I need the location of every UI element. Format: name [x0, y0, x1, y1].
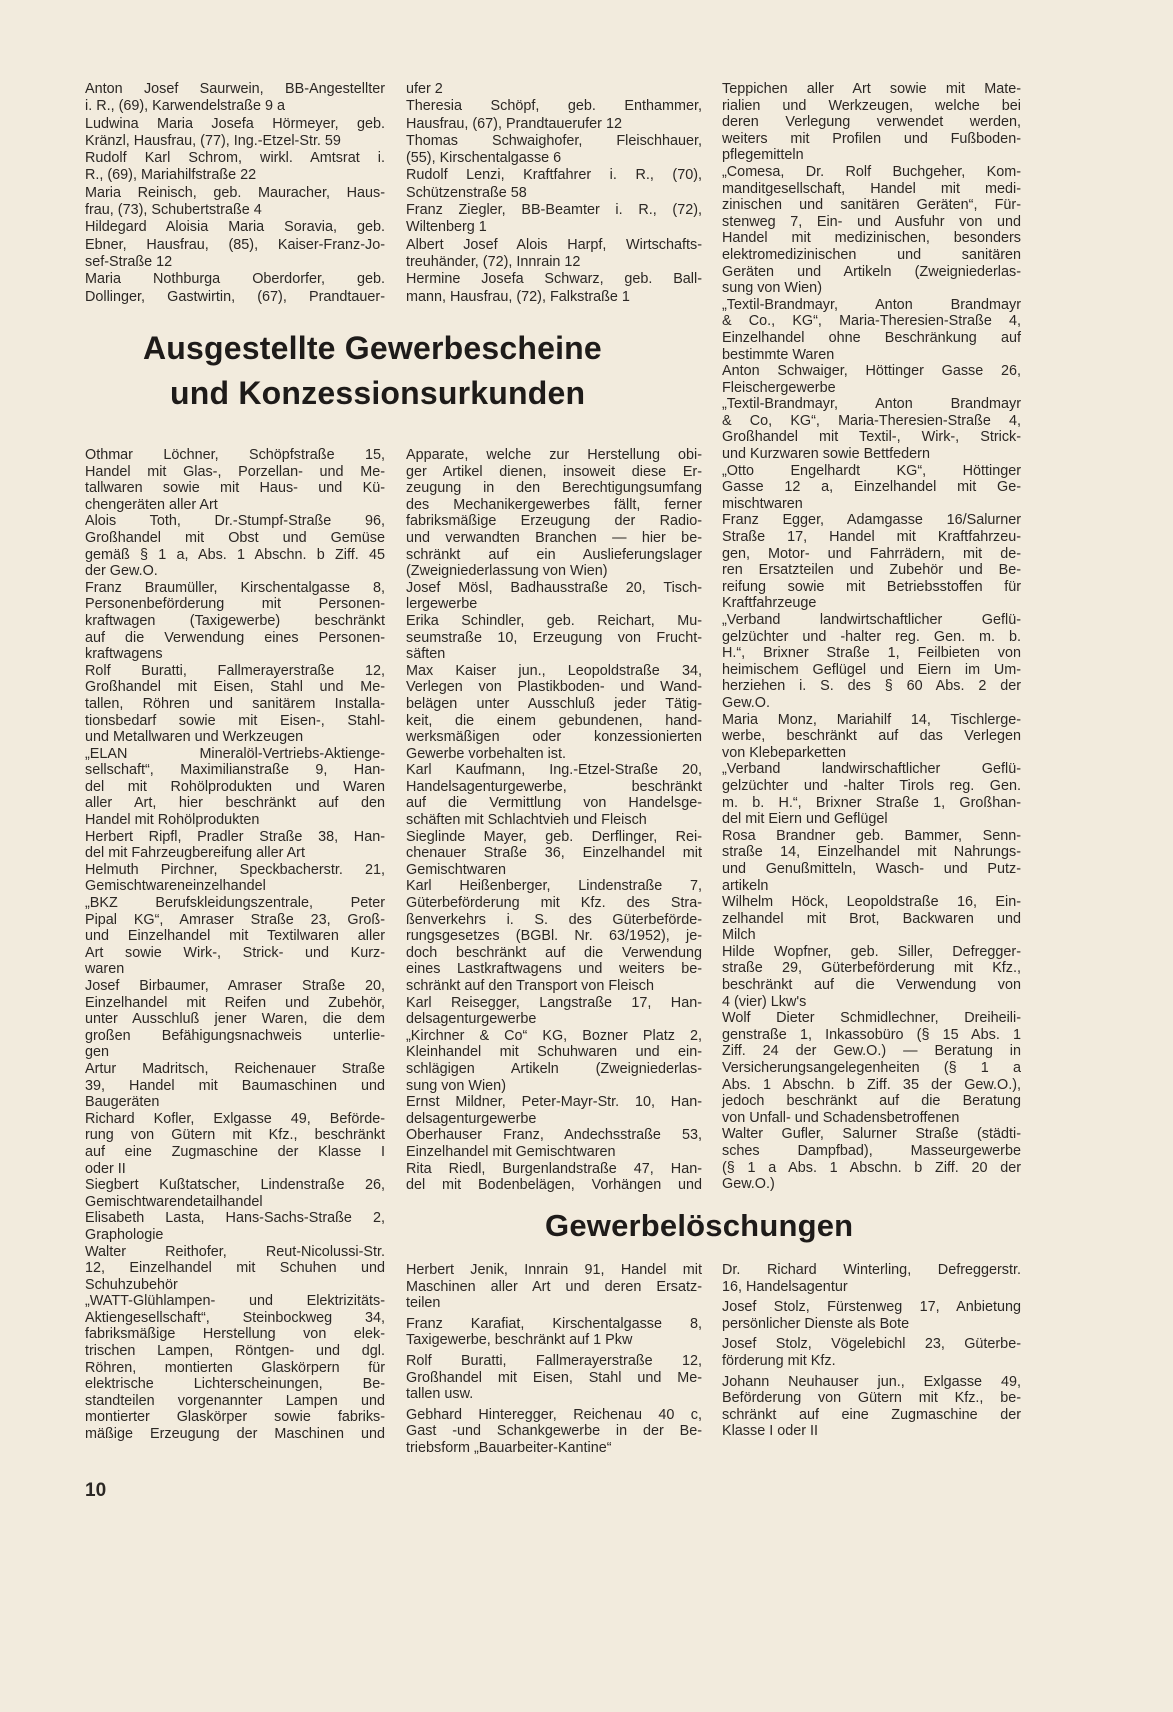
text-line: oder II: [85, 1160, 126, 1177]
list-entry: [406, 1353, 702, 1403]
issued-licenses-column-1: [85, 447, 385, 1443]
list-entry: [406, 447, 702, 580]
text-line: und Einzelhandel mit Textilwaren aller: [85, 928, 385, 945]
list-entry: [722, 396, 1021, 462]
list-entry: [85, 829, 385, 862]
text-line: 12, Einzelhandel mit Schuhen und: [85, 1260, 385, 1277]
text-line: Schützenstraße 58: [406, 184, 527, 201]
text-line: Güterbeförderung mit Kfz. des Stra-: [406, 895, 702, 912]
text-line: tallwaren sowie mit Haus- und Kü-: [85, 480, 385, 497]
list-entry: [85, 1111, 385, 1177]
text-line: ger Artikel dienen, insoweit diese Er-: [406, 463, 702, 480]
text-line: del mit Rohölprodukten und Waren: [85, 778, 385, 795]
text-line: schlägigen Artikeln (Zweigniederlas-: [406, 1060, 702, 1077]
text-line: bestimmte Waren: [722, 346, 835, 363]
text-line: Artur Madritsch, Reichenauer Straße: [85, 1060, 385, 1077]
text-line: „BKZ Berufskleidungszentrale, Peter: [85, 895, 385, 912]
text-line: sung von Wien): [722, 280, 822, 297]
text-line: sung von Wien): [406, 1077, 506, 1094]
list-entry: [722, 463, 1021, 513]
text-line: standteilen vorgenannter Lampen und: [85, 1392, 385, 1409]
list-entry: [406, 1262, 702, 1312]
list-entry: [406, 271, 702, 306]
list-entry: [85, 185, 385, 220]
text-line: Teppichen aller Art sowie mit Mate-: [722, 81, 1021, 97]
list-entry: [85, 513, 385, 579]
text-line: zinischen und sanitären Geräten“, Für-: [722, 197, 1021, 214]
text-line: förderung mit Kfz.: [722, 1352, 836, 1369]
list-entry: [722, 164, 1021, 297]
text-line: kraftwagen (Taxigewerbe) beschränkt: [85, 612, 385, 629]
text-line: ren Ersatzteilen und Zubehör und Be-: [722, 562, 1021, 579]
list-entry: [722, 1374, 1021, 1440]
text-line: und verwandten Branchen — hier be-: [406, 529, 702, 546]
list-entry: [85, 116, 385, 151]
text-line: Thomas Schwaighofer, Fleischhauer,: [406, 132, 702, 149]
text-line: „WATT-Glühlampen- und Elektrizitäts-: [85, 1293, 385, 1310]
text-line: Josef Birbaumer, Amraser Straße 20,: [85, 978, 385, 994]
text-line: Kränzl, Hausfrau, (77), Ing.-Etzel-Str. 59: [85, 132, 341, 149]
text-line: Franz Ziegler, BB-Beamter i. R., (72),: [406, 202, 702, 219]
text-line: Siegbert Kußtatscher, Lindenstraße 26,: [85, 1177, 385, 1194]
text-line: Wiltenberg 1: [406, 219, 487, 236]
text-line: Einzelhandel mit Gemischtwaren: [406, 1143, 616, 1160]
text-line: Graphologie: [85, 1226, 164, 1243]
text-line: Sieglinde Mayer, geb. Derflinger, Rei-: [406, 828, 702, 845]
text-line: Pipal KG“, Amraser Straße 23, Groß-: [85, 911, 385, 928]
text-line: „Kirchner & Co“ KG, Bozner Platz 2,: [406, 1027, 702, 1044]
text-line: Versicherungsangelegenheiten (§ 1 a: [722, 1060, 1021, 1077]
text-line: Handelsagenturgewerbe, beschränkt: [406, 778, 702, 795]
text-line: Helmuth Pirchner, Speckbacherstr. 21,: [85, 861, 385, 878]
list-entry: [85, 271, 385, 306]
text-line: delsagenturgewerbe: [406, 1011, 537, 1028]
text-line: seumstraße 10, Erzeugung von Frucht-: [406, 629, 702, 646]
text-line: Johann Neuhauser jun., Exlgasse 49,: [722, 1373, 1021, 1390]
list-entry: [722, 944, 1021, 1010]
section-heading-issued-line-1: Ausgestellte Gewerbescheine: [143, 330, 602, 366]
text-line: auf die Verwendung eines Personen-: [85, 629, 385, 646]
list-entry: [85, 895, 385, 978]
text-line: & Co, KG“, Maria-Theresien-Straße 4,: [722, 412, 1021, 429]
text-line: Karl Heißenberger, Lindenstraße 7,: [406, 878, 702, 895]
list-entry: [722, 828, 1021, 894]
list-entry: [722, 612, 1021, 712]
list-entry: [722, 1126, 1021, 1192]
list-entry: [722, 1262, 1021, 1295]
text-line: deren Verlegung verwendet werden,: [722, 114, 1021, 131]
text-line: genstraße 1, Inkassobüro (§ 15 Abs. 1: [722, 1026, 1021, 1043]
text-line: „Otto Engelhardt KG“, Höttinger: [722, 462, 1021, 479]
text-line: del mit Bodenbelägen, Vorhängen und: [406, 1177, 702, 1194]
text-line: delsagenturgewerbe: [406, 1110, 537, 1127]
text-line: i. R., (69), Karwendelstraße 9 a: [85, 98, 285, 115]
text-line: aller Art, hier beschränkt auf den: [85, 795, 385, 812]
text-line: rung von Gütern mit Kfz., beschränkt: [85, 1127, 385, 1144]
text-line: elektrische Lichterscheinungen, Be-: [85, 1376, 385, 1393]
text-line: Gewerbe vorbehalten ist.: [406, 745, 566, 762]
text-line: tionsbedarf sowie mit Eisen-, Stahl-: [85, 712, 385, 729]
list-entry: [85, 1061, 385, 1111]
text-line: Josef Stolz, Fürstenweg 17, Anbietung: [722, 1299, 1021, 1316]
text-line: Anton Schwaiger, Höttinger Gasse 26,: [722, 363, 1021, 380]
text-line: Anton Josef Saurwein, BB-Angestellter: [85, 81, 385, 97]
text-line: Hermine Josefa Schwarz, geb. Ball-: [406, 271, 702, 288]
text-line: belägen unter Ausschluß jeder Tätig-: [406, 695, 702, 712]
text-line: des Mechanikergewerbes fällt, ferner: [406, 496, 702, 513]
death-notices-column-2: [406, 81, 702, 306]
text-line: zelhandel mit Brot, Backwaren und: [722, 910, 1021, 927]
text-line: Geräten und Artikeln (Zweigniederlas-: [722, 263, 1021, 280]
text-line: „Verband landwirschaftlicher Geflü-: [722, 761, 1021, 778]
text-line: persönlicher Dienste als Bote: [722, 1315, 910, 1332]
text-line: Alois Toth, Dr.-Stumpf-Straße 96,: [85, 513, 385, 530]
list-entry: [406, 829, 702, 879]
text-line: Herbert Ripfl, Pradler Straße 38, Han-: [85, 828, 385, 845]
text-line: Beförderung von Gütern mit Kfz., be-: [722, 1390, 1021, 1407]
text-line: und Genußmitteln, Wasch- und Putz-: [722, 860, 1021, 877]
text-line: beschränkt auf die Verwendung von: [722, 977, 1021, 994]
text-line: Klasse I oder II: [722, 1423, 818, 1440]
text-line: ßenverkehrs i. S. des Güterbeförde-: [406, 911, 702, 928]
text-line: Taxigewerbe, beschränkt auf 1 Pkw: [406, 1332, 633, 1349]
text-line: großen Befähigungsnachweis unterlie-: [85, 1027, 385, 1044]
text-line: Milch: [722, 927, 756, 944]
text-line: Apparate, welche zur Herstellung obi-: [406, 447, 702, 463]
text-line: Ziff. 24 der Gew.O.) — Beratung in: [722, 1043, 1021, 1060]
list-entry: [85, 1210, 385, 1243]
license-deletions-column-1: [406, 1262, 702, 1461]
text-line: Maria Reinisch, geb. Mauracher, Haus-: [85, 184, 385, 201]
text-line: gemäß § 1 a, Abs. 1 Abschn. b Ziff. 45: [85, 546, 385, 563]
text-line: Maria Nothburga Oberdorfer, geb.: [85, 271, 385, 288]
text-line: Einzelhandel ohne Beschränkung auf: [722, 329, 1021, 346]
text-line: Theresia Schöpf, geb. Enthammer,: [406, 98, 702, 115]
text-line: H.“, Brixner Straße 1, Feilbieten von: [722, 645, 1021, 662]
text-line: heimischem Geflügel und Eiern im Um-: [722, 661, 1021, 678]
text-line: m. b. H.“, Brixner Straße 1, Großhan-: [722, 794, 1021, 811]
text-line: Personenbeförderung mit Personen-: [85, 596, 385, 613]
text-line: Wilhelm Höck, Leopoldstraße 16, Ein-: [722, 894, 1021, 911]
list-entry: [406, 167, 702, 202]
list-entry: [85, 1293, 385, 1442]
text-line: waren: [85, 961, 125, 978]
text-line: Ebner, Hausfrau, (85), Kaiser-Franz-Jo-: [85, 236, 385, 253]
text-line: Großhandel mit Eisen, Stahl und Me-: [406, 1369, 702, 1386]
list-entry: [722, 1010, 1021, 1126]
text-line: montierter Glaskörper sowie fabriks-: [85, 1409, 385, 1426]
text-line: reifung sowie mit Betriebsstoffen für: [722, 578, 1021, 595]
text-line: säften: [406, 646, 446, 663]
text-line: del mit Eiern und Geflügel: [722, 811, 888, 828]
text-line: Großhandel mit Obst und Gemüse: [85, 529, 385, 546]
text-line: schränkt auf ein Auslieferungslager: [406, 546, 702, 563]
text-line: Karl Kaufmann, Ing.-Etzel-Straße 20,: [406, 762, 702, 779]
text-line: fabriksmäßige Erzeugung der Radio-: [406, 513, 702, 530]
list-entry: [85, 663, 385, 746]
list-entry: [406, 237, 702, 272]
list-entry: [406, 613, 702, 663]
text-line: (§ 1 a Abs. 1 Abschn. b Ziff. 20 der: [722, 1159, 1021, 1176]
list-entry: [406, 1316, 702, 1349]
text-line: del mit Fahrzeugbereifung aller Art: [85, 845, 305, 862]
text-line: „Textil-Brandmayr, Anton Brandmayr: [722, 296, 1021, 313]
list-entry: [722, 894, 1021, 944]
text-line: jedoch beschränkt auf die Beratung: [722, 1093, 1021, 1110]
text-line: Erika Schindler, geb. Reichart, Mu-: [406, 612, 702, 629]
text-line: „Textil-Brandmayr, Anton Brandmayr: [722, 396, 1021, 413]
text-line: mäßige Erzeugung der Maschinen und: [85, 1426, 385, 1443]
text-line: (55), Kirschentalgasse 6: [406, 150, 562, 167]
text-line: auf eine Zugmaschine der Klasse I: [85, 1143, 385, 1160]
text-line: Hilde Wopfner, geb. Siller, Defregger-: [722, 943, 1021, 960]
text-line: Ludwina Maria Josefa Hörmeyer, geb.: [85, 115, 385, 132]
text-line: manditgesellschaft, Handel mit medi-: [722, 180, 1021, 197]
text-line: Gew.O.: [722, 694, 770, 711]
text-line: sches Dampfbad), Masseurgewerbe: [722, 1143, 1021, 1159]
text-line: Franz Karafiat, Kirschentalgasse 8,: [406, 1315, 702, 1332]
issued-licenses-column-3: [722, 81, 1021, 1193]
text-line: Franz Egger, Adamgasse 16/Salurner: [722, 512, 1021, 529]
text-line: Abs. 1 Abschn. b Ziff. 35 der Gew.O.),: [722, 1076, 1021, 1093]
text-line: Herbert Jenik, Innrain 91, Handel mit: [406, 1262, 702, 1278]
text-line: und Metallwaren und Werkzeugen: [85, 729, 304, 746]
list-entry: [85, 1244, 385, 1294]
text-line: Hildegard Aloisia Maria Soravia, geb.: [85, 219, 385, 236]
text-line: Handel mit Rohölprodukten: [85, 812, 260, 829]
text-line: werbe, beschränkt auf das Verlegen: [722, 728, 1021, 745]
text-line: Einzelhandel mit Reifen und Zubehör,: [85, 994, 385, 1011]
text-line: schränkt auf eine Zugmaschine der: [722, 1406, 1021, 1423]
section-heading-issued-line-2: und Konzessionsurkunden: [170, 375, 586, 411]
text-line: elektromedizinischen und sanitären: [722, 246, 1021, 263]
list-entry: [722, 1336, 1021, 1369]
text-line: eines Lastkraftwagens und weiters be-: [406, 961, 702, 978]
list-entry: [85, 580, 385, 663]
text-line: Großhandel mit Textil-, Wirk-, Strick-: [722, 429, 1021, 446]
section-heading-deletions: Gewerbelöschungen: [545, 1208, 854, 1243]
text-line: „Comesa, Dr. Rolf Buchgeher, Kom-: [722, 163, 1021, 180]
text-line: „ELAN Mineralöl-Vertriebs-Aktienge-: [85, 745, 385, 762]
text-line: Richard Kofler, Exlgasse 49, Beförde-: [85, 1110, 385, 1127]
text-line: 39, Handel mit Baumaschinen und: [85, 1077, 385, 1094]
text-line: Wolf Dieter Schmidlechner, Dreiheili-: [722, 1010, 1021, 1027]
list-entry: [85, 150, 385, 185]
text-line: Max Kaiser jun., Leopoldstraße 34,: [406, 662, 702, 679]
text-line: keit, die einem gebundenen, hand-: [406, 712, 702, 729]
text-line: Gemischtwareneinzelhandel: [85, 878, 266, 895]
text-line: mischtwaren: [722, 495, 803, 512]
text-line: & Co., KG“, Maria-Theresien-Straße 4,: [722, 313, 1021, 330]
page-number: 10: [85, 1480, 107, 1501]
issued-licenses-column-2: [406, 447, 702, 1194]
text-line: Hausfrau, (67), Prandtauerufer 12: [406, 115, 622, 132]
text-line: straße 14, Einzelhandel mit Nahrungs-: [722, 844, 1021, 861]
text-line: unter Ausschluß jener Waren, die dem: [85, 1011, 385, 1028]
list-entry: [85, 978, 385, 1061]
text-line: schränkt auf den Transport von Fleisch: [406, 978, 654, 994]
death-notices-column-1: [85, 81, 385, 306]
text-line: Walter Gufler, Salurner Straße (städti-: [722, 1126, 1021, 1143]
text-line: frau, (73), Schubertstraße 4: [85, 202, 262, 219]
list-entry: [85, 219, 385, 271]
text-line: trischen Lampen, Röntgen- und dgl.: [85, 1343, 385, 1360]
text-line: Schuhzubehör: [85, 1276, 178, 1293]
text-line: Gebhard Hinteregger, Reichenau 40 c,: [406, 1406, 702, 1423]
text-line: rialien und Werkzeugen, welche bei: [722, 97, 1021, 114]
text-line: Straße 17, Handel mit Kraftfahrzeu-: [722, 529, 1021, 546]
list-entry: [722, 512, 1021, 612]
text-line: sef-Straße 12: [85, 253, 173, 270]
text-line: Großhandel mit Eisen, Stahl und Me-: [85, 679, 385, 696]
text-line: Verlegen von Plastikboden- und Wand-: [406, 679, 702, 696]
text-line: werksmäßigen oder konzessionierten: [406, 729, 702, 746]
text-line: Walter Reithofer, Reut-Nicolussi-Str.: [85, 1243, 385, 1260]
list-entry: [406, 995, 702, 1028]
list-entry: [85, 862, 385, 895]
text-line: Kraftfahrzeuge: [722, 595, 817, 612]
text-line: Albert Josef Alois Harpf, Wirtschafts-: [406, 236, 702, 253]
text-line: triebsform „Bauarbeiter-Kantine“: [406, 1439, 612, 1456]
list-entry: [406, 878, 702, 994]
text-line: Rita Riedl, Burgenlandstraße 47, Han-: [406, 1160, 702, 1177]
text-line: Karl Reisegger, Langstraße 17, Han-: [406, 994, 702, 1011]
text-line: artikeln: [722, 877, 769, 894]
text-line: weiters mit Profilen und Fußboden-: [722, 130, 1021, 147]
text-line: tallen usw.: [406, 1386, 474, 1403]
text-line: und Kurzwaren sowie Bettfedern: [722, 446, 930, 463]
text-line: von Unfall- und Schadensbetroffenen: [722, 1109, 960, 1126]
list-entry: [406, 1127, 702, 1160]
text-line: Elisabeth Lasta, Hans-Sachs-Straße 2,: [85, 1210, 385, 1227]
text-line: Rolf Buratti, Fallmerayerstraße 12,: [406, 1352, 702, 1369]
license-deletions-column-2: [722, 1262, 1021, 1444]
text-line: 4 (vier) Lkw's: [722, 993, 807, 1010]
text-line: mann, Hausfrau, (72), Falkstraße 1: [406, 288, 630, 305]
text-line: gen: [85, 1044, 110, 1061]
text-line: auf die Vermittlung von Handelsge-: [406, 795, 702, 812]
text-line: herziehen i. S. des § 60 Abs. 2 der: [722, 678, 1021, 695]
list-entry: [406, 663, 702, 763]
list-entry: [406, 580, 702, 613]
list-entry: [406, 1028, 702, 1094]
text-line: Art sowie Wirk-, Strick- und Kurz-: [85, 944, 385, 961]
text-line: Fleischergewerbe: [722, 379, 836, 396]
list-entry: [406, 133, 702, 168]
text-line: Dr. Richard Winterling, Defreggerstr.: [722, 1262, 1021, 1278]
text-line: Maschinen aller Art und deren Ersatz-: [406, 1278, 702, 1295]
text-line: Othmar Löchner, Schöpfstraße 15,: [85, 447, 385, 463]
text-line: ufer 2: [406, 81, 443, 97]
text-line: teilen: [406, 1295, 441, 1312]
list-entry: [722, 363, 1021, 396]
list-entry: [722, 712, 1021, 762]
text-line: Rudolf Lenzi, Kraftfahrer i. R., (70),: [406, 167, 702, 184]
list-entry: [406, 98, 702, 133]
list-entry: [85, 447, 385, 513]
text-line: Handel mit Glas-, Porzellan- und Me-: [85, 463, 385, 480]
list-entry: [722, 1299, 1021, 1332]
text-line: lergewerbe: [406, 596, 478, 613]
text-line: Rosa Brandner geb. Bammer, Senn-: [722, 827, 1021, 844]
list-entry: [406, 81, 702, 98]
text-line: Baugeräten: [85, 1094, 160, 1111]
text-line: Josef Stolz, Vögelebichl 23, Güterbe-: [722, 1336, 1021, 1353]
list-entry: [406, 1161, 702, 1194]
text-line: Franz Braumüller, Kirschentalgasse 8,: [85, 579, 385, 596]
text-line: treuhänder, (72), Innrain 12: [406, 253, 581, 270]
list-entry: [722, 761, 1021, 827]
text-line: (Zweigniederlassung von Wien): [406, 563, 608, 580]
text-line: zeugung in den Berechtigungsumfang: [406, 480, 702, 497]
text-line: R., (69), Mariahilfstraße 22: [85, 167, 257, 184]
text-line: gelzüchter und -halter reg. Gen. m. b.: [722, 628, 1021, 645]
text-line: Gew.O.): [722, 1176, 775, 1193]
text-line: Ernst Mildner, Peter-Mayr-Str. 10, Han-: [406, 1094, 702, 1111]
text-line: fabriksmäßige Herstellung von elek-: [85, 1326, 385, 1343]
text-line: tallen, Röhren und sanitärem Installa-: [85, 695, 385, 712]
list-entry: [85, 81, 385, 116]
text-line: „Verband landwirtschaftlicher Geflü-: [722, 612, 1021, 628]
text-line: straße 29, Güterbeförderung mit Kfz.,: [722, 960, 1021, 977]
text-line: Röhren, montierten Glaskörpern für: [85, 1359, 385, 1376]
text-line: gen, Motor- und Fahrrädern, mit de-: [722, 545, 1021, 562]
list-entry: [406, 1094, 702, 1127]
text-line: von Klebeparketten: [722, 744, 847, 761]
list-entry: [406, 1407, 702, 1457]
text-line: 16, Handelsagentur: [722, 1278, 848, 1295]
text-line: chenauer Straße 36, Einzelhandel mit: [406, 845, 702, 862]
list-entry: [406, 762, 702, 828]
text-line: Rudolf Karl Schrom, wirkl. Amtsrat i.: [85, 150, 385, 167]
text-line: chengeräten aller Art: [85, 496, 218, 513]
text-line: Oberhauser Franz, Andechsstraße 53,: [406, 1127, 702, 1144]
text-line: Gasse 12 a, Einzelhandel mit Ge-: [722, 479, 1021, 496]
text-line: rungsgesetzes (BGBl. Nr. 63/1952), je-: [406, 928, 702, 945]
text-line: pflegemitteln: [722, 147, 804, 164]
text-line: stenweg 7, Ein- und Ausfuhr von und: [722, 213, 1021, 230]
text-line: sellschaft“, Maximilianstraße 9, Han-: [85, 762, 385, 779]
list-entry: [722, 297, 1021, 363]
text-line: Kleinhandel mit Schuhwaren und ein-: [406, 1044, 702, 1061]
text-line: Maria Monz, Mariahilf 14, Tischlerge-: [722, 711, 1021, 728]
text-line: Rolf Buratti, Fallmerayerstraße 12,: [85, 662, 385, 679]
text-line: gelzüchter und -halter Tirols reg. Gen.: [722, 777, 1021, 794]
text-line: schäften mit Schlachtvieh und Fleisch: [406, 812, 647, 829]
text-line: der Gew.O.: [85, 563, 158, 580]
list-entry: [85, 1177, 385, 1210]
list-entry: [722, 81, 1021, 164]
list-entry: [85, 746, 385, 829]
text-line: kraftwagens: [85, 646, 163, 663]
text-line: Gast -und Schankgewerbe in der Be-: [406, 1423, 702, 1440]
text-line: Josef Mösl, Badhausstraße 20, Tisch-: [406, 579, 702, 596]
list-entry: [406, 202, 702, 237]
text-line: Gemischtwaren: [406, 861, 506, 878]
text-line: Handel mit medizinischen, besonders: [722, 230, 1021, 247]
text-line: doch beschränkt auf die Verwendung: [406, 944, 702, 961]
text-line: Aktiengesellschaft“, Steinbockweg 34,: [85, 1309, 385, 1326]
text-line: Gemischtwarendetailhandel: [85, 1193, 263, 1210]
text-line: Dollinger, Gastwirtin, (67), Prandtauer-: [85, 288, 385, 305]
